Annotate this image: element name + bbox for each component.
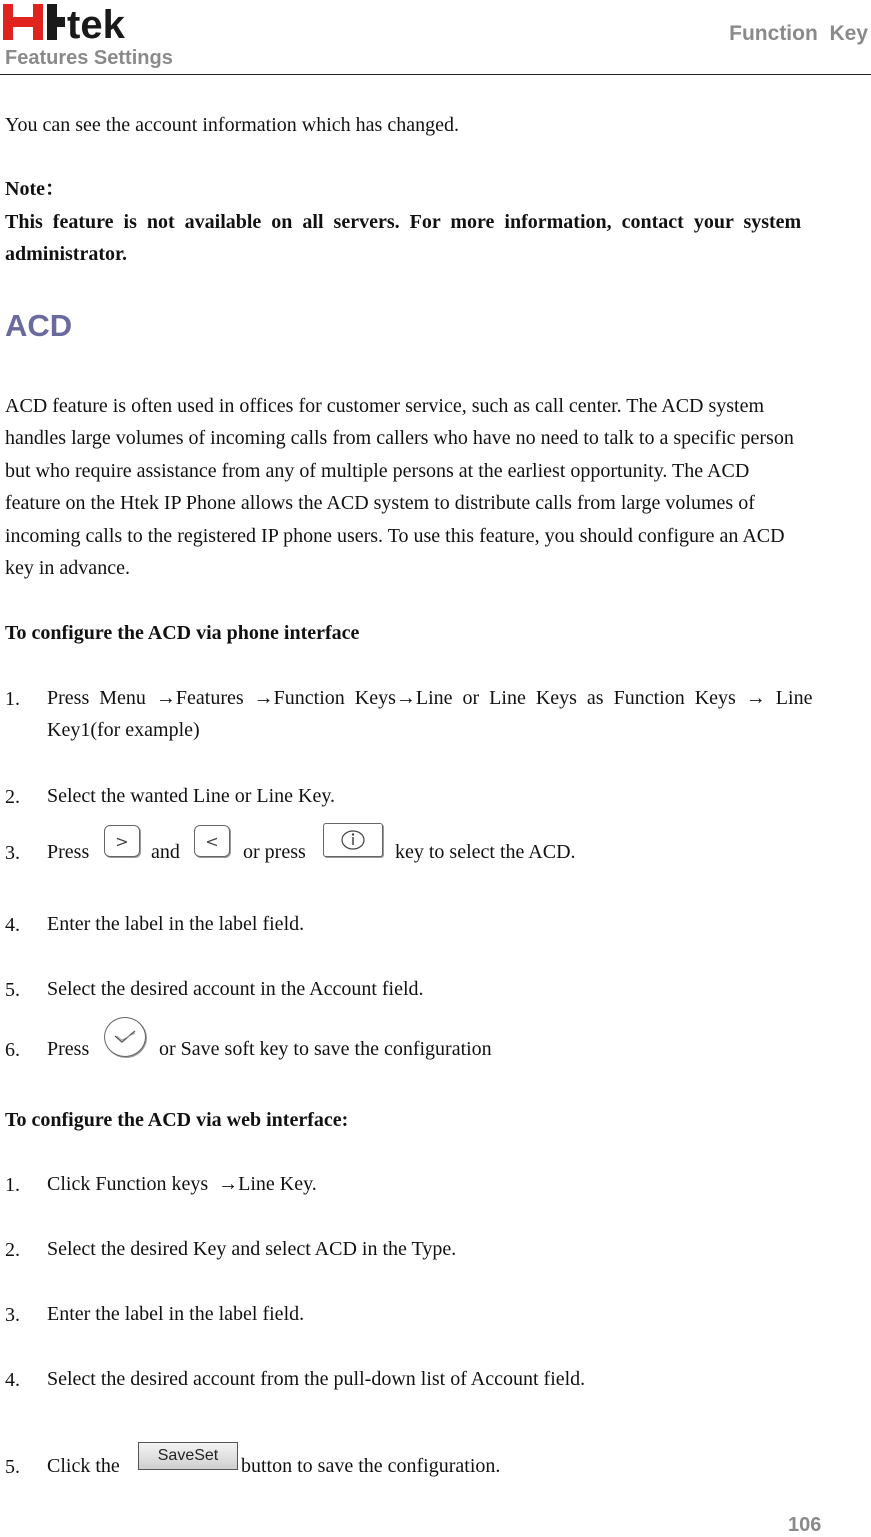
web-step-2-text: Select the desired Key and select ACD in the Type.	[47, 1238, 457, 1260]
phone-step-4-num: 4.	[5, 914, 20, 936]
web-step-3-text: Enter the label in the label field.	[47, 1303, 305, 1325]
phone-step-6-num: 6.	[5, 1039, 20, 1061]
info-key-icon	[323, 823, 383, 857]
htek-logo	[3, 2, 191, 42]
web-step-5-click: Click the	[47, 1455, 120, 1477]
right-arrow-glyph: >	[115, 831, 129, 851]
right-arrow-key-icon	[104, 825, 140, 857]
info-glyph-icon	[340, 829, 366, 851]
acd-heading: ACD	[5, 308, 73, 343]
phone-step-3-or-press: or press	[243, 841, 306, 863]
web-step-4-text: Select the desired account from the pull-down list of Account field.	[47, 1368, 586, 1390]
phone-step-6-press: Press	[47, 1038, 90, 1060]
paragraph-line-2: handles large volumes of incoming calls from callers who have no need to talk to a specific person	[5, 427, 794, 449]
note-line-1: This feature is not available on all servers. For more information, contact your system	[5, 211, 802, 233]
web-step-1-num: 1.	[5, 1174, 20, 1196]
note-line-2: administrator.	[5, 243, 128, 265]
web-step-1-text: Click Function keys →Line Key.	[47, 1173, 317, 1195]
svg-text:tek: tek	[67, 3, 125, 42]
phone-step-3-press: Press	[47, 841, 90, 863]
saveset-button[interactable]: SaveSet	[138, 1442, 238, 1470]
left-arrow-glyph: <	[205, 831, 219, 851]
web-step-2-num: 2.	[5, 1239, 20, 1261]
ok-check-key-icon	[104, 1017, 146, 1057]
phone-step-1-line-2: Key1(for example)	[47, 719, 200, 741]
web-step-3-num: 3.	[5, 1304, 20, 1326]
phone-step-3-rest: key to select the ACD.	[395, 841, 576, 863]
phone-step-5-text: Select the desired account in the Account field.	[47, 978, 424, 1000]
web-step-5-num: 5.	[5, 1456, 20, 1478]
check-glyph-icon	[112, 1028, 138, 1046]
intro-text: You can see the account information which has changed.	[5, 114, 459, 136]
phone-section-title: To configure the ACD via phone interface	[5, 622, 360, 644]
phone-step-2-num: 2.	[5, 786, 20, 808]
web-step-5-rest: button to save the configuration.	[241, 1455, 501, 1477]
header-rule	[0, 74, 871, 75]
phone-step-6-rest: or Save soft key to save the configuration	[159, 1038, 492, 1060]
section-title: Features Settings	[5, 47, 173, 69]
page-number: 106	[788, 1514, 822, 1536]
paragraph-line-5: incoming calls to the registered IP phone users. To use this feature, you should configure an ACD	[5, 525, 785, 547]
chapter-title: Function Key	[729, 22, 868, 45]
phone-step-1-num: 1.	[5, 688, 20, 710]
note-label: Note：	[5, 178, 65, 200]
web-step-4-num: 4.	[5, 1369, 20, 1391]
web-section-title: To configure the ACD via web interface:	[5, 1109, 349, 1131]
paragraph-line-1: ACD feature is often used in offices for customer service, such as call center. The ACD system	[5, 395, 765, 417]
paragraph-line-6: key in advance.	[5, 557, 130, 579]
phone-step-2-text: Select the wanted Line or Line Key.	[47, 785, 336, 807]
left-arrow-key-icon	[194, 825, 230, 857]
paragraph-line-4: feature on the Htek IP Phone allows the ACD system to distribute calls from large volumes of	[5, 492, 755, 514]
phone-step-1-line-1: Press Menu →Features →Function Keys→Line or Line Keys as Function Keys → Line	[47, 687, 813, 709]
phone-step-4-text: Enter the label in the label field.	[47, 913, 305, 935]
phone-step-3-num: 3.	[5, 842, 20, 864]
phone-step-3-and: and	[151, 841, 180, 863]
phone-step-5-num: 5.	[5, 979, 20, 1001]
paragraph-line-3: but who require assistance from any of multiple persons at the earliest opportunity. The ACD	[5, 460, 750, 482]
